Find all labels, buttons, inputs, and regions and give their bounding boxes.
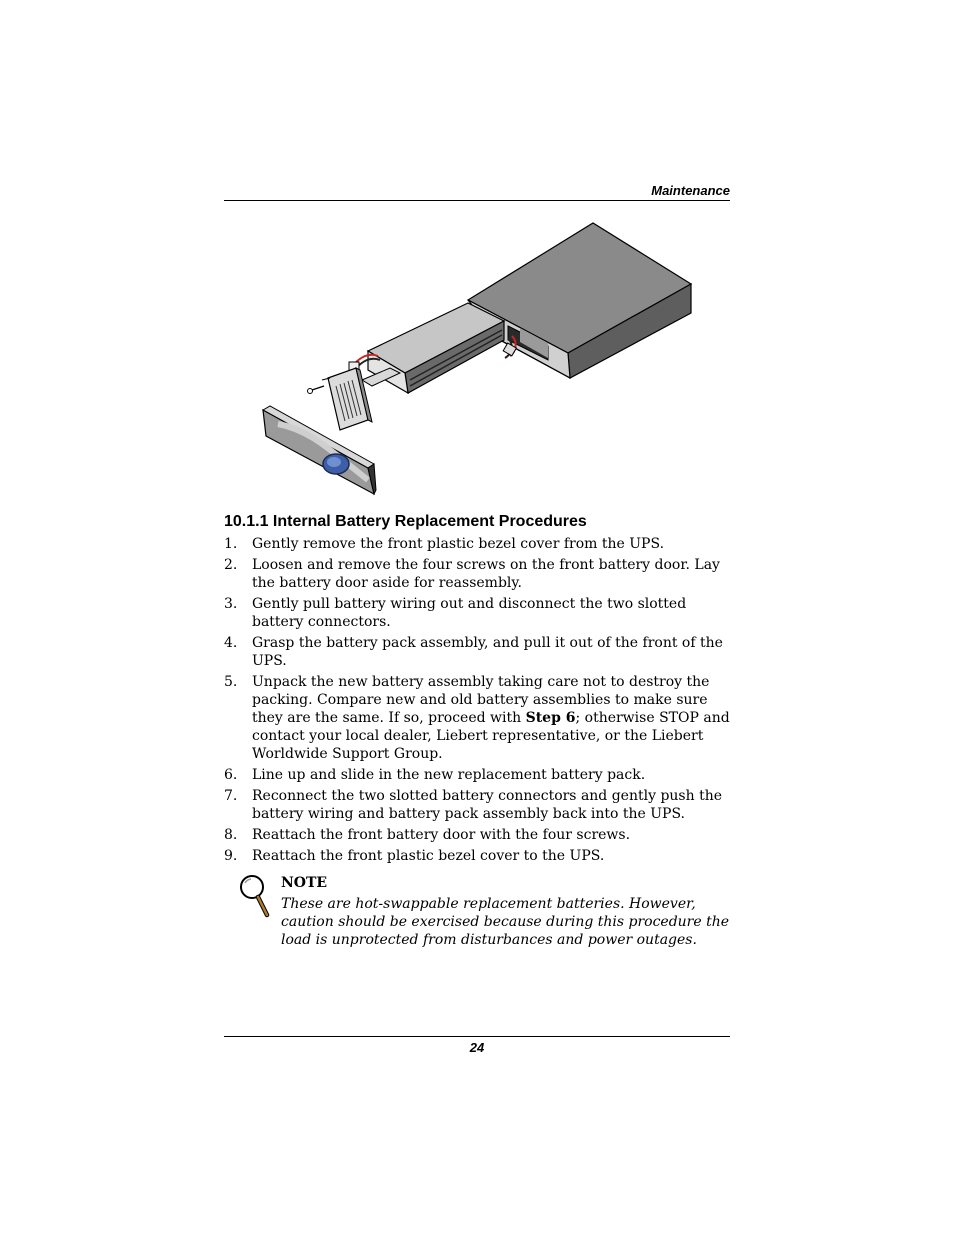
step-number: 2. <box>224 557 238 573</box>
list-item <box>224 535 730 553</box>
step-number: 1. <box>224 536 238 552</box>
header-rule <box>224 200 730 201</box>
battery-door-image <box>328 368 372 430</box>
footer-rule <box>224 1036 730 1037</box>
list-item <box>224 634 730 670</box>
list-item <box>224 766 730 784</box>
step-number: 3. <box>224 596 238 612</box>
procedure-steps-list <box>224 535 730 868</box>
list-item <box>224 826 730 844</box>
step-number: 4. <box>224 635 238 651</box>
list-item <box>224 673 730 763</box>
step-text <box>252 673 730 763</box>
step-text: Line up and slide in the new replacement battery pack. <box>252 767 646 783</box>
list-item <box>224 595 730 631</box>
step-number: 7. <box>224 788 238 804</box>
note-label: NOTE <box>281 875 328 891</box>
step-text: Reattach the front plastic bezel cover to the UPS. <box>252 848 605 864</box>
note-text: These are hot-swappable replacement batteries. However, caution should be exercised because during this procedure the load is unprotected from disturbances and power outages. <box>281 896 730 948</box>
ups-chassis-image <box>468 223 691 378</box>
list-item <box>224 847 730 865</box>
step-text: Reconnect the two slotted battery connectors and gently push the battery wiring and battery pack assembly back into the UPS. <box>252 788 723 822</box>
magnifier-icon <box>238 873 270 919</box>
step-number: 9. <box>224 848 238 864</box>
step-text: Loosen and remove the four screws on the front battery door. Lay the battery door aside for reassembly. <box>252 557 720 591</box>
list-item <box>224 787 730 823</box>
step-reference: Step 6 <box>525 710 576 726</box>
battery-pack-image <box>362 303 504 393</box>
section-heading: 10.1.1 Internal Battery Replacement Procedures <box>224 513 587 530</box>
header-section-title: Maintenance <box>651 183 730 198</box>
screw-icons <box>308 378 331 394</box>
step-number: 6. <box>224 767 238 783</box>
step-text-before: Unpack the new battery assembly taking care not to destroy the packing. Compare new and old battery assemblies to make sure they are the same. If so, proceed with <box>252 674 710 726</box>
step-text: Reattach the front battery door with the four screws. <box>252 827 631 843</box>
step-text-after: ; otherwise STOP and contact your local dealer, Liebert representative, or the Liebert Worldwide Support Group. <box>252 710 730 762</box>
step-number: 5. <box>224 674 238 690</box>
step-text: Grasp the battery pack assembly, and pull it out of the front of the UPS. <box>252 635 723 669</box>
step-text: Gently remove the front plastic bezel cover from the UPS. <box>252 536 665 552</box>
step-number: 8. <box>224 827 238 843</box>
list-item <box>224 556 730 592</box>
page-number: 24 <box>469 1040 485 1055</box>
battery-replacement-illustration <box>250 218 710 503</box>
step-text: Gently pull battery wiring out and disconnect the two slotted battery connectors. <box>252 596 687 630</box>
